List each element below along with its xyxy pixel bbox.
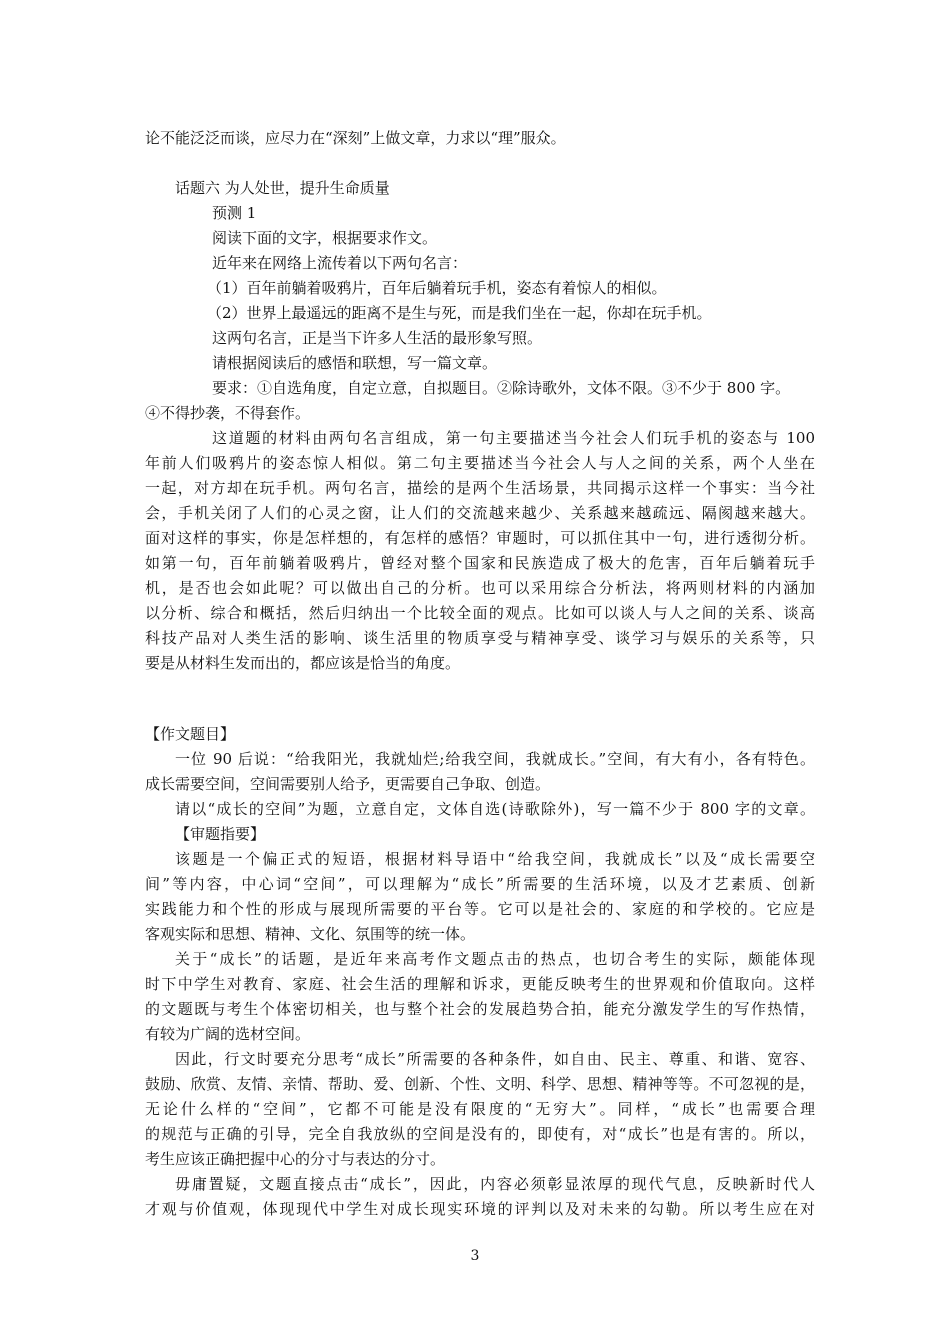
analysis-line: 会，手机关闭了人们的心灵之窗，让人们的交流越来越少、关系越来越疏远、隔阂越来越大。 [145,504,815,522]
analysis-line: 机，是否也会如此呢？可以做出自己的分析。也可以采用综合分析法，将两则材料的内涵加 [145,579,815,597]
analysis-line: 以分析、综合和概括，然后归纳出一个比较全面的观点。比如可以谈人与人之间的关系、谈高 [145,604,815,622]
task-line: 请根据阅读后的感悟和联想，写一篇文章。 [212,354,498,372]
analysis-line: 这道题的材料由两句名言组成，第一句主要描述当今社会人们玩手机的姿态与 100 [212,429,815,447]
guide-paragraph-line: 客观实际和思想、精神、文化、氛围等的统一体。 [145,925,476,943]
requirements-line-1: 要求：①自选角度，自定立意，自拟题目。②除诗歌外，文体不限。③不少于 800 字。 [212,379,791,397]
guide-paragraph-line: 的文题既与考生个体密切相关，也与整个社会的发展趋势合拍，能充分激发学生的写作热情， [145,1000,815,1018]
guide-paragraph-line: 鼓励、欣赏、友情、亲情、帮助、爱、创新、个性、文明、科学、思想、精神等等。不可忽视的是， [145,1075,815,1093]
instruction-line: 阅读下面的文字，根据要求作文。 [212,229,438,247]
quote-1: （1）百年前躺着吸鸦片，百年后躺着玩手机，姿态有着惊人的相似。 [207,279,667,297]
quote-2: （2）世界上最遥远的距离不是生与死，而是我们坐在一起，你却在玩手机。 [207,304,712,322]
guide-paragraph-line: 关于“成长”的话题，是近年来高考作文题点击的热点，也切合考生的实际，颇能体现 [175,950,815,968]
guide-paragraph-line: 有较为广阔的选材空间。 [145,1025,311,1043]
essay-prompt-line: 请以“成长的空间”为题，立意自定，文体自选(诗歌除外)，写一篇不少于 800 字的文章。 [175,800,815,818]
analysis-line: 如第一句，百年前躺着吸鸦片，曾经对整个国家和民族造成了极大的危害，百年后躺着玩手 [145,554,815,572]
analysis-line: 面对这样的事实，你是怎样想的，有怎样的感悟？审题时，可以抓住其中一句，进行透彻分析。 [145,529,815,547]
guide-tag: 【审题指要】 [175,825,266,843]
page-number: 3 [470,1248,480,1264]
guide-paragraph-line: 考生应该正确把握中心的分寸与表达的分寸。 [145,1150,446,1168]
requirements-line-2: ④不得抄袭，不得套作。 [145,404,311,422]
analysis-line: 科技产品对人类生活的影响、谈生活里的物质享受与精神享受、谈学习与娱乐的关系等，只 [145,629,815,647]
essay-prompt-line: 成长需要空间，空间需要别人给予，更需要自己争取、创造。 [145,775,551,793]
analysis-line: 年前人们吸鸦片的姿态惊人相似。第二句主要描述当今社会人与人之间的关系，两个人坐在 [145,454,815,472]
guide-paragraph-line: 无论什么样的“空间”，它都不可能是没有限度的“无穷大”。同样，“成长”也需要合理 [145,1100,815,1118]
guide-paragraph-line: 时下中学生对教育、家庭、社会生活的理解和诉求，更能反映考生的世界观和价值取向。这样 [145,975,815,993]
quote-note: 这两句名言，正是当下许多人生活的最形象写照。 [212,329,543,347]
essay-title-tag: 【作文题目】 [145,725,236,743]
guide-paragraph-line: 的规范与正确的引导，完全自我放纵的空间是没有的，即使有，对“成长”也是有害的。所以， [145,1125,815,1143]
quote-intro: 近年来在网络上流传着以下两句名言： [212,254,468,272]
essay-prompt-line: 一位 90 后说：“给我阳光，我就灿烂;给我空间，我就成长。”空间，有大有小，各有特色。 [175,750,815,768]
guide-paragraph-line: 该题是一个偏正式的短语，根据材料导语中“给我空间，我就成长”以及“成长需要空 [175,850,815,868]
guide-paragraph-line: 毋庸置疑，文题直接点击“成长”，因此，内容必须彰显浓厚的现代气息，反映新时代人 [175,1175,815,1193]
analysis-line: 要是从材料生发而出的，都应该是恰当的角度。 [145,654,461,672]
guide-paragraph-line: 实践能力和个性的形成与展现所需要的平台等。它可以是社会的、家庭的和学校的。它应是 [145,900,815,918]
topic-heading: 话题六 为人处世，提升生命质量 [175,179,390,197]
prediction-label: 预测 1 [212,204,257,222]
analysis-line: 一起，对方却在玩手机。两句名言，描绘的是两个生活场景，共同揭示这样一个事实：当今社 [145,479,815,497]
guide-paragraph-line: 因此，行文时要充分思考“成长”所需要的各种条件，如自由、民主、尊重、和谐、宽容、 [175,1050,815,1068]
intro-line: 论不能泛泛而谈，应尽力在“深刻”上做文章，力求以“理”服众。 [145,129,566,147]
guide-paragraph-line: 才观与价值观，体现现代中学生对成长现实环境的评判以及对未来的勾勒。所以考生应在对 [145,1200,815,1218]
guide-paragraph-line: 间”等内容，中心词“空间”，可以理解为“成长”所需要的生活环境，以及才艺素质、创新 [145,875,815,893]
